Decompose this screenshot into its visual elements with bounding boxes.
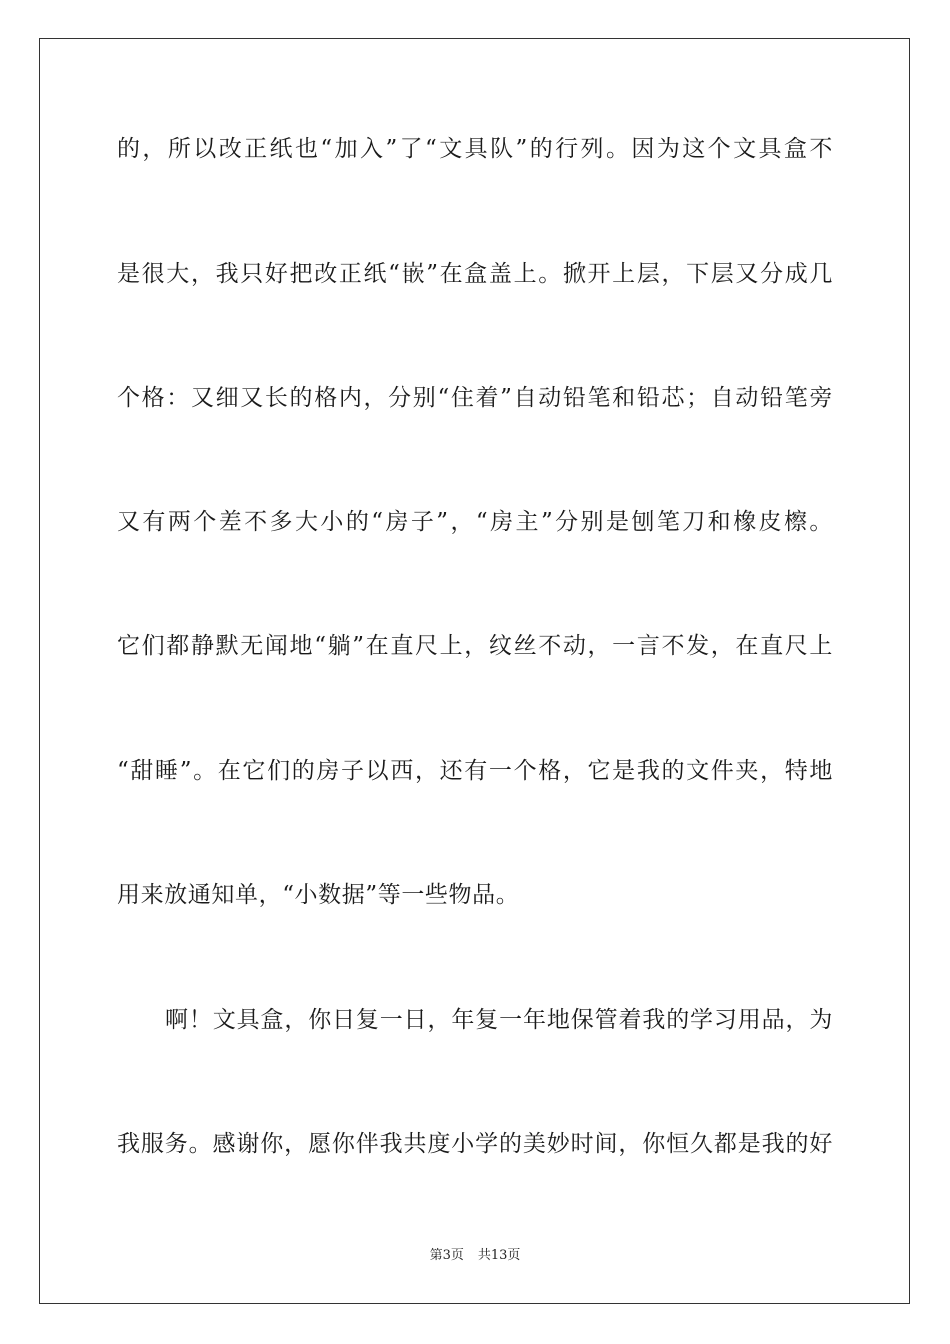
page-footer	[0, 1247, 950, 1265]
page-total: 共13页	[477, 1248, 521, 1263]
body-text-line-7: 用来放通知单，“小数据”等一些物品。	[117, 882, 520, 908]
page-border	[39, 38, 910, 1304]
body-text-line-8: 啊！文具盒，你日复一日，年复一年地保管着我的学习用品，为	[165, 1007, 833, 1033]
body-text-line-4: 又有两个差不多大小的“房子”，“房主”分别是刨笔刀和橡皮檫。	[117, 509, 833, 535]
page-number: 第3页	[429, 1248, 464, 1263]
body-text-line-9: 我服务。感谢你，愿你伴我共度小学的美妙时间，你恒久都是我的好	[117, 1131, 833, 1157]
body-text-line-3: 个格：又细又长的格内，分别“住着”自动铅笔和铅芯；自动铅笔旁	[117, 385, 833, 411]
body-text-line-2: 是很大，我只好把改正纸“嵌”在盒盖上。掀开上层，下层又分成几	[117, 261, 833, 287]
body-text-line-5: 它们都静默无闻地“躺”在直尺上，纹丝不动，一言不发，在直尺上	[117, 633, 833, 659]
body-text-line-1: 的，所以改正纸也“加入”了“文具队”的行列。因为这个文具盒不	[117, 136, 833, 162]
body-text-line-6: “甜睡”。在它们的房子以西，还有一个格，它是我的文件夹，特地	[117, 758, 833, 784]
